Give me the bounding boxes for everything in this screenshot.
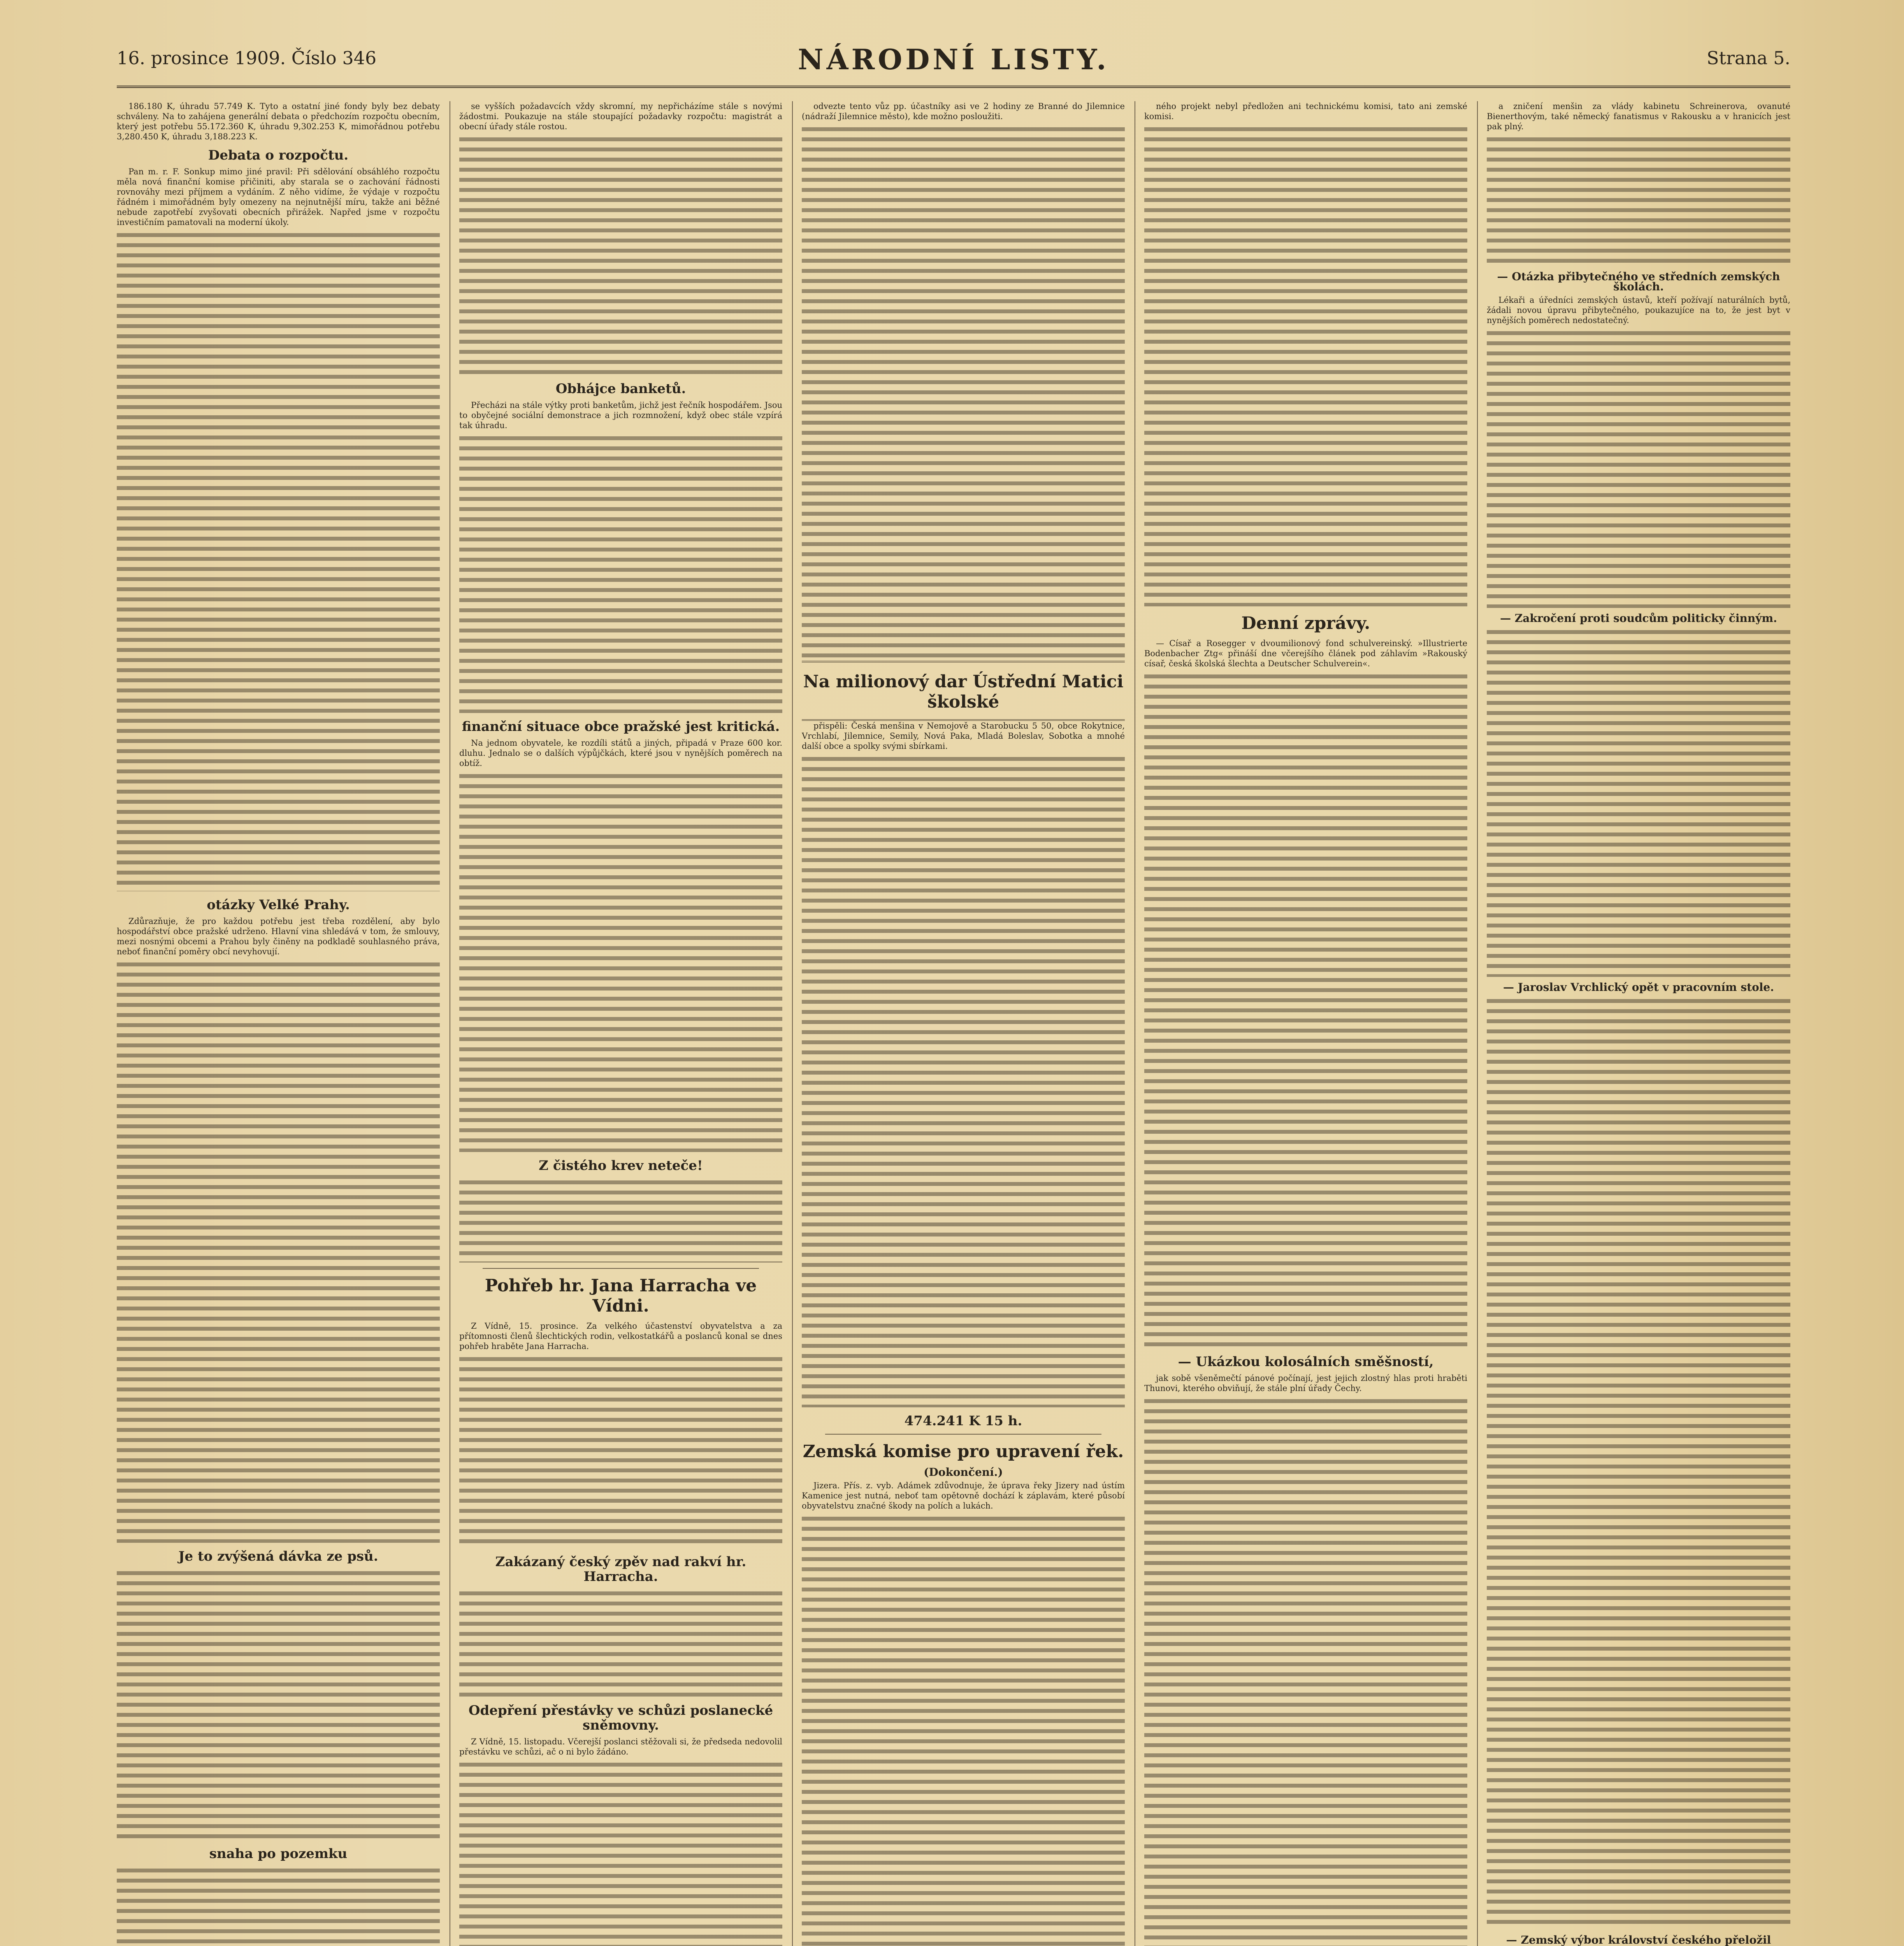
article-heading: Debata o rozpočtu. [208, 148, 349, 163]
newspaper-title: NÁRODNÍ LISTY. [797, 43, 1110, 76]
column-3 [802, 101, 1125, 1946]
article-text: — Císař a Rosegger v dvoumilionový fond schulvereinský. »Illustrierte Bodenbacher Ztg« přináší dne včerejšího článek pod záhlavím »Rakouský císař, česká školská šlechta a Deutscher Schulverein«. [1144, 639, 1467, 668]
article-heading: — Otázka přibytečného ve středních zemských školách. [1497, 270, 1780, 293]
article-heading: Odepření přestávky ve schůzi poslanecké sněmovny. [468, 1703, 773, 1733]
text-lines [459, 433, 782, 713]
text-lines [802, 753, 1125, 1407]
text-lines [459, 134, 782, 375]
article-text: Zdůrazňuje, že pro každou potřebu jest třeba rozdělení, aby bylo hospodářství obce pražské udrženo. Hlavní vina shledává v tom, že smlouvy, mezi nosnými obcemi a Prahou byly činěny na podkladě souhlasného práva, neboť finanční poměry obcí nevyhovují. [117, 917, 440, 956]
text-lines [1144, 671, 1467, 1348]
text-lines [1487, 134, 1790, 266]
article-heading: — Jaroslav Vrchlický opět v pracovním stole. [1503, 981, 1774, 994]
article-heading: — Zakročení proti soudcům politicky činným. [1500, 612, 1777, 625]
text-lines [459, 1759, 782, 1946]
text-lines [117, 1568, 440, 1840]
article-text: odvezte tento vůz pp. účastníky asi ve 2 hodiny ze Branné do Jilemnice (nádraží Jilemnice město), kde možno posloužiti. [802, 102, 1125, 121]
article-heading: otázky Velké Prahy. [207, 897, 350, 913]
text-lines [459, 1588, 782, 1697]
column-5 [1487, 101, 1790, 1946]
text-lines [802, 1513, 1125, 1946]
column-rule [792, 101, 793, 1946]
article-text: Z Vídně, 15. prosince. Za velkého účastenství obyvatelstva a za přítomnosti členů šlechtických rodin, velkostatkářů a poslanců konal se dnes pohřeb hraběte Jana Harracha. [459, 1321, 782, 1351]
text-lines [117, 959, 440, 1543]
article-text: Pan m. r. F. Sonkup mimo jiné pravil: Při sdělování obsáhlého rozpočtu měla nová finanční komise přičiniti, aby starala se o zachování řádnosti rovnováhy mezi příjmem a vydáním. Z něho vidíme, že výdaje v rozpočtu řádném i mimořádném byly omezeny na nejnutnější míru, takže ani běžné nebude zapotřebí zvyšovati obecních přirážek. Napřed jsme v rozpočtu investičním pamatovali na moderní úkoly. [117, 167, 440, 227]
article-heading: finanční situace obce pražské jest kritická. [462, 719, 780, 734]
text-lines [1144, 1396, 1467, 1946]
divider [825, 1434, 1101, 1435]
masthead [117, 43, 1790, 88]
headline-box [802, 661, 1125, 721]
article-text: a zničení menšin za vlády kabinetu Schreinerova, ovanuté Bienerthovým, také německý fanatismus v Rakousku a v hranicích jest pak plný. [1487, 102, 1790, 131]
page-number: Strana 5. [1707, 47, 1790, 68]
article-text: Lékaři a úředníci zemských ústavů, kteří požívají naturálních bytů, žádali novou úpravu přibytečného, poukazujíce na to, že jest byt v nynějších poměrech nedostatečný. [1487, 295, 1790, 325]
column-4 [1144, 101, 1467, 1946]
article-heading: Je to zvýšená dávka ze psů. [178, 1549, 378, 1564]
article-text: Jizera. Přís. z. vyb. Adámek zdůvodnuje, že úprava řeky Jizery nad ústím Kamenice jest nutná, neboť tam opětovně dochází k záplavám, které působí obyvatelstvu značné škody na polích a lukách. [802, 1481, 1125, 1510]
issue-date: 16. prosince 1909. Číslo 346 [117, 47, 377, 68]
article-subheading: (Dokončení.) [924, 1466, 1003, 1479]
divider [483, 1268, 759, 1269]
article-heading: — Ukázkou kolosálních směšností, [1178, 1354, 1434, 1370]
article-heading: Z čistého krev neteče! [539, 1158, 703, 1173]
text-lines [117, 1865, 440, 1946]
article-text: 186.180 K, úhradu 57.749 K. Tyto a ostatní jiné fondy byly bez debaty schváleny. Na to zahájena generální debata o předchozím rozpočtu obecním, který jest potřebu 55.172.360 K, úhradu 9,302.253 K, mimořádnou potřebu 3,280.450 K, úhradu 3,188.223 K. [117, 102, 440, 141]
article-text: se vyšších požadavcích vždy skromní, my nepřicházíme stále s novými žádostmi. Poukazuje na stále stoupající požadavky rozpočtu: magistrát a obecní úřady stále rostou. [459, 102, 782, 131]
text-lines [1487, 996, 1790, 1930]
article-heading: snaha po pozemku [209, 1846, 348, 1862]
article-text: přispěli: Česká menšina v Nemojově a Starobucku 5 50, obce Rokytnice, Vrchlabí, Jilemnice, Semily, Nová Paka, Mladá Boleslav, Sobotka a mnohé další obce a spolky svými sbírkami. [802, 721, 1125, 751]
text-lines [1144, 124, 1467, 606]
column-rule [1477, 101, 1478, 1946]
text-lines [459, 771, 782, 1152]
text-lines [1487, 328, 1790, 608]
article-heading: Na milionový dar Ústřední Matici školské [803, 672, 1124, 712]
article-heading: Zemská komise pro upravení řek. [803, 1442, 1124, 1461]
article-text: Z Vídně, 15. listopadu. Včerejší poslanci stěžovali si, že předseda nedovolil přestávku ve schůzi, ač o ni bylo žádáno. [459, 1737, 782, 1756]
article-text: Na jednom obyvatele, ke rozdíli států a jiných, připadá v Praze 600 kor. dluhu. Jednalo se o dalších výpůjčkách, které jsou v nynějších poměrech na obtíž. [459, 738, 782, 768]
text-lines [117, 230, 440, 891]
text-lines [1487, 627, 1790, 977]
text-lines [459, 1177, 782, 1263]
article-text: ného projekt nebyl předložen ani technickému komisi, tato ani zemské komisi. [1144, 102, 1467, 121]
article-text: jak sobě všeněmečtí pánové počínají, jest jejich zlostný hlas proti hraběti Thunovi, kterého obviňují, že stále plní úřady Čechy. [1144, 1373, 1467, 1393]
section-heading: Denní zprávy. [1241, 613, 1370, 633]
article-heading: Pohřeb hr. Jana Harracha ve Vídni. [485, 1276, 757, 1316]
column-1 [117, 101, 440, 1946]
text-lines [802, 124, 1125, 661]
text-lines [459, 1354, 782, 1548]
article-text: Přecházi na stále výtky proti banketům, jichž jest řečník hospodářem. Jsou to obyčejné sociální demonstrace a jich rozmnožení, když obec stále vzpírá tak úhradu. [459, 400, 782, 430]
column-2 [459, 101, 782, 1946]
article-heading: — Zemský výbor království českého přeložil [1506, 1934, 1771, 1946]
article-heading: Obhájce banketů. [555, 381, 686, 397]
article-heading: Zakázaný český zpěv nad rakví hr. Harracha. [495, 1554, 746, 1584]
donation-total: 474.241 K 15 h. [904, 1413, 1022, 1429]
